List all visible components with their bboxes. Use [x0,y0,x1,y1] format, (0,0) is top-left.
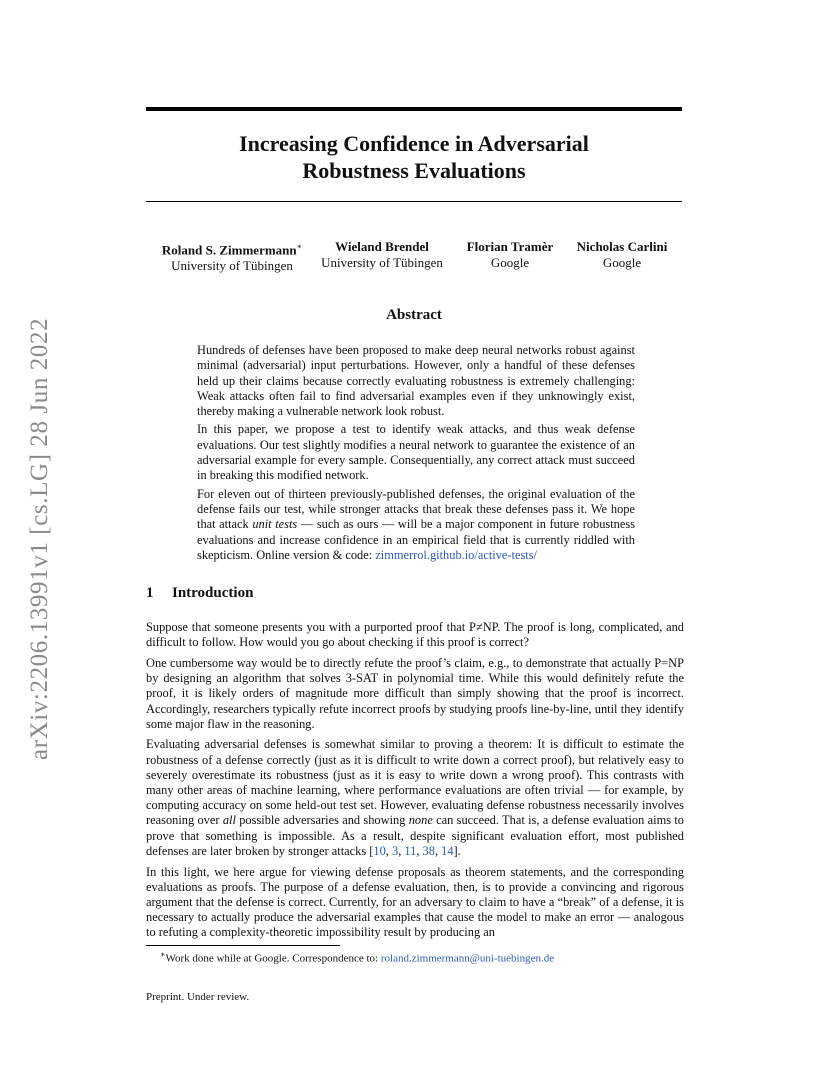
emphasis: all [222,813,236,828]
author-name: Wieland Brendel [335,239,429,254]
author-affiliation: University of Tübingen [171,258,293,274]
author-name: Florian Tramèr [466,239,554,254]
author-block [570,239,674,271]
abstract-paragraph: For eleven out of thirteen previously-published defenses, the original evaluation of the defense fails our test, while stronger attacks that break these defenses pass it. We hope that attack unit tests — such as ours — will be a major component in future robustness evaluations and increase confidence in an empirical field that is currently riddled with skepticism. Online version & code: zimmerrol.github.io/active-tests/ [197,486,636,562]
author-affiliation: Google [602,255,642,270]
author-block [458,239,562,271]
author-block [146,239,318,274]
title-line-2: Robustness Evaluations [302,158,526,183]
preprint-notice: Preprint. Under review. [146,991,250,1003]
section-title: Introduction [172,585,254,601]
citation-link[interactable]: 10 [373,843,386,858]
arxiv-identifier: arXiv:2206.13991v1 [cs.LG] 28 Jun 2022 [26,317,53,760]
title-top-rule [146,107,682,111]
title-bottom-rule [146,201,682,202]
code-link[interactable]: zimmerrol.github.io/active-tests/ [375,547,537,562]
abstract-heading: Abstract [386,307,442,323]
citation-link[interactable]: 14 [441,843,454,858]
section-number: 1 [146,585,154,601]
author-block [316,239,448,271]
body-paragraph: Evaluating adversarial defenses is somewhat similar to proving a theorem: It is difficult to estimate the robustness of a defense correctly (just as it is difficult to write down a correct proof), but relatively easy to severely overestimate its robustness (just as it is easy to write down a wrong proof). This contrasts with many other areas of machine learning, where performance evaluations are often trivial — for example, by computing accuracy on some held-out test set. However, evaluating defense robustness necessarily involves reasoning over all possible adversaries and showing none can succeed. That is, a defense evaluation aims to prove that something is impossible. As a result, despite significant evaluation effort, most published defenses are later broken by stronger attacks [10, 3, 11, 38, 14]. [146,737,684,858]
author-list [146,239,682,273]
section-heading [146,585,253,602]
author-affiliation: University of Tübingen [321,255,443,270]
emphasis: unit tests [252,517,298,532]
emphasis: none [408,813,433,828]
title-line-1: Increasing Confidence in Adversarial [239,131,589,156]
abstract-body [197,343,635,566]
abstract-paragraph: Hundreds of defenses have been proposed to make deep neural networks robust against minimal (adversarial) input perturbations. However, only a handful of these defenses held up their claims because correctly evaluating robustness is extremely challenging: Weak attacks often fail to find adversarial examples even if they unknowingly exist, thereby making a vulnerable network look robust. [197,343,635,419]
footnote: ∗Work done while at Google. Correspondence to: roland.zimmermann@uni-tuebingen.de [160,950,555,965]
author-name: Nicholas Carlini [576,239,668,254]
body-paragraph: One cumbersome way would be to directly refute the proof’s claim, e.g., to demonstrate that actually P=NP by designing an algorithm that solves 3-SAT in polynomial time. While this would definitely refute the proof, it is likely orders of magnitude more difficult than simply showing that the proof is incorrect. Accordingly, researchers typically refute incorrect proofs by studying proofs line-by-line, until they identify some major flaw in the reasoning. [146,655,684,731]
footnote-marker: ∗ [160,950,166,959]
author-name: Roland S. Zimmermann∗ [161,242,303,258]
citation-link[interactable]: 11 [404,843,417,858]
citation-link[interactable]: 3 [392,843,399,858]
footnote-marker: ∗ [296,242,303,251]
abstract-paragraph: In this paper, we propose a test to identify weak attacks, and thus weak defense evaluations. Our test slightly modifies a neural network to guarantee the existence of an adversarial example for every sample. Consequentially, any correct attack must succeed in breaking this modified network. [197,422,635,483]
paper-title [146,130,682,184]
footnote-rule [146,945,340,946]
author-affiliation: Google [490,255,530,270]
body-paragraph: In this light, we here argue for viewing defense proposals as theorem statements, and the corresponding evaluations as proofs. The purpose of a defense evaluation, then, is to provide a convincing and rigorous argument that the defense is correct. Currently, for an adversary to claim to have a “break” of a defense, it is necessary to actually produce the adversarial examples that cause the model to make an error — analogous to refuting a complexity-theoretic impossibility result by producing an [146,864,684,940]
citation-link[interactable]: 38 [422,843,435,858]
email-link[interactable]: roland.zimmermann@uni-tuebingen.de [380,952,555,965]
section-body [146,620,684,946]
body-paragraph: Suppose that someone presents you with a purported proof that P≠NP. The proof is long, complicated, and difficult to follow. How would you go about checking if this proof is correct? [146,620,684,650]
